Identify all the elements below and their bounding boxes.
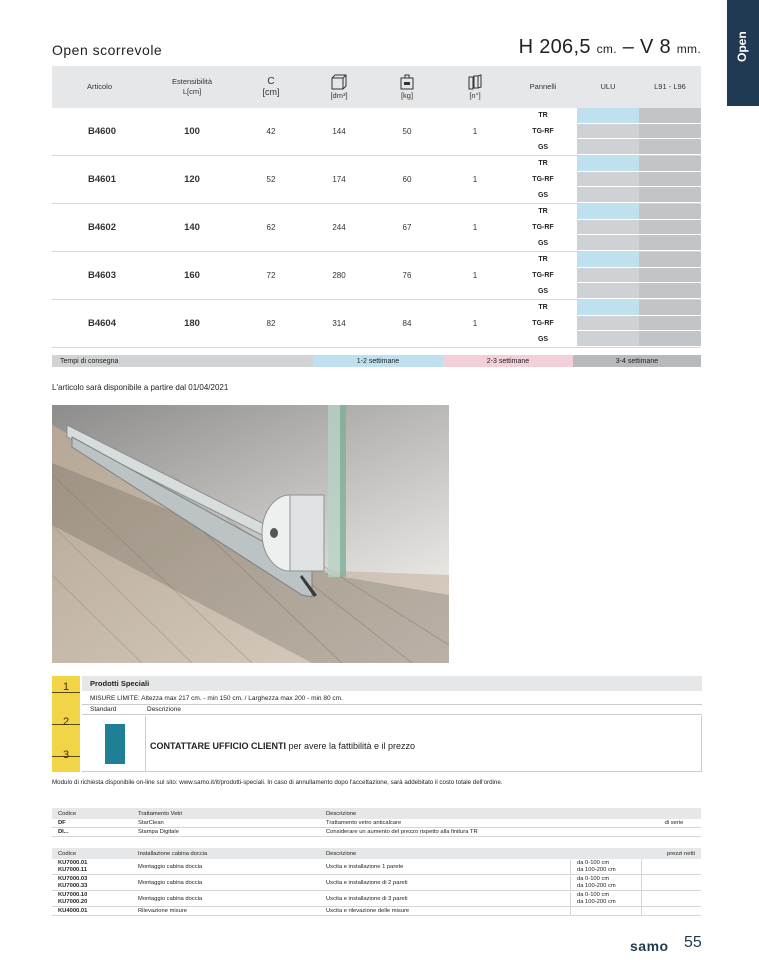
- col-estensibilita-unit: L[cm]: [182, 87, 202, 96]
- delivery-legend: [52, 355, 701, 367]
- col-weight: [373, 74, 441, 101]
- ruler-number: 1: [63, 681, 70, 693]
- codes: [52, 876, 132, 890]
- ruler-number: 2: [63, 716, 70, 728]
- ulu-cells: [577, 252, 639, 299]
- delivery-3-4-weeks: 3-4 settimane: [573, 355, 701, 367]
- color-swatch: [105, 724, 125, 764]
- col-l91-l96: L91 - L96: [654, 82, 686, 91]
- weight-value: 50: [402, 127, 412, 136]
- panel-list: [509, 204, 577, 251]
- thickness-unit: mm.: [676, 42, 701, 56]
- install-name: Montaggio cabina doccia: [138, 895, 203, 902]
- height-value: H 206,5: [518, 36, 591, 58]
- height-unit: cm.: [596, 42, 617, 56]
- code: KU4000.01: [58, 908, 88, 914]
- table-row: [52, 204, 701, 252]
- price-cell: [639, 300, 701, 316]
- col-ulu: ULU: [600, 82, 616, 91]
- special-columns: [82, 704, 702, 715]
- ulu-cells: [577, 300, 639, 347]
- treatment-name: Stampa Digitale: [138, 829, 179, 835]
- col-c: [237, 77, 305, 97]
- range: da 0-100 cm: [577, 875, 610, 882]
- col-estensibilita: [147, 77, 237, 97]
- price-cell: [577, 331, 639, 347]
- col-packages-unit: [n°]: [469, 90, 481, 100]
- panel-list: [509, 156, 577, 203]
- col-standard: Standard: [90, 706, 117, 713]
- c-value: 72: [266, 271, 276, 280]
- page-number: 55: [684, 934, 702, 951]
- panel-tr: TR: [509, 156, 577, 172]
- extensibility: 140: [184, 222, 200, 233]
- volume-value: 314: [332, 319, 346, 328]
- panel-list: [509, 300, 577, 347]
- price-cell: [639, 139, 701, 155]
- panel-tg-rf: TG-RF: [509, 124, 577, 140]
- panel-tg-rf: TG-RF: [509, 316, 577, 332]
- l91-cells: [639, 156, 701, 203]
- install-name: Rilevazione misure: [138, 908, 187, 914]
- price-cell: [641, 891, 701, 907]
- price-cell: [639, 235, 701, 251]
- table-row: [52, 156, 701, 204]
- description: Considerare un aumento del prezzo rispetto alla finitura TR: [326, 829, 478, 835]
- table-row: [52, 819, 701, 828]
- weight-value: 60: [402, 175, 412, 184]
- panel-gs: GS: [537, 239, 549, 247]
- col-descrizione: Descrizione: [147, 706, 181, 713]
- price-cell: [639, 172, 701, 188]
- panel-tr: TR: [509, 300, 577, 316]
- table-row: [52, 300, 701, 348]
- extensibility: 160: [184, 270, 200, 281]
- price-cell: [577, 283, 639, 299]
- price-cell: [577, 204, 639, 220]
- divider: [145, 716, 146, 772]
- col-installazione: Installazione cabina doccia: [138, 850, 208, 857]
- price-cell: [577, 187, 639, 203]
- table-row: [52, 907, 701, 916]
- extensibility: 180: [184, 318, 200, 329]
- thickness-value: – V 8: [616, 36, 671, 58]
- code: DF: [58, 820, 66, 826]
- price-cell: [641, 907, 701, 916]
- price-cell: [639, 316, 701, 332]
- range: da 100-200 cm: [577, 882, 616, 889]
- description: Uscita e installazione di 2 pareti: [326, 879, 408, 886]
- code: DI...: [58, 829, 69, 835]
- treatment-name: StarClean: [138, 820, 164, 826]
- table-row: [52, 859, 701, 875]
- table-row: [52, 828, 701, 837]
- price-cell: [577, 252, 639, 268]
- packages-value: 1: [472, 319, 478, 328]
- price-cell: [577, 235, 639, 251]
- panel-tr: TR: [509, 108, 577, 124]
- install-name: Montaggio cabina doccia: [138, 863, 203, 870]
- panel-gs: GS: [537, 335, 549, 343]
- ruler-decoration: [52, 676, 80, 772]
- price-cell: [577, 220, 639, 236]
- request-form-note: Modulo di richiesta disponibile on-line sul sito: www.samo.it/it/prodotti-speciali. In caso di annullamento dopo l'accettazione, sarà addebitato il costo totale dell'ordine.: [52, 779, 503, 786]
- col-prezzi: prezzi netti: [666, 850, 695, 857]
- price-cell: [639, 187, 701, 203]
- col-codice: Codice: [58, 850, 77, 857]
- ranges: [570, 860, 641, 874]
- panel-tg-rf: TG-RF: [509, 172, 577, 188]
- contact-bold: CONTATTARE UFFICIO CLIENTI: [150, 741, 286, 751]
- brand-logo: samo: [630, 938, 669, 954]
- col-descrizione: Descrizione: [326, 850, 357, 857]
- article-code: B4604: [88, 318, 116, 329]
- code: KU7000.10: [58, 891, 88, 898]
- price-cell: [639, 252, 701, 268]
- ruler-number: 3: [63, 749, 70, 761]
- range: da 0-100 cm: [577, 859, 610, 866]
- ulu-cells: [577, 156, 639, 203]
- price-cell: [639, 331, 701, 347]
- panel-tr: TR: [509, 252, 577, 268]
- description: Uscita e installazione 1 parete: [326, 863, 404, 870]
- col-pannelli: Pannelli: [529, 82, 557, 91]
- col-articolo: Articolo: [86, 82, 112, 91]
- c-value: 52: [266, 175, 276, 184]
- price-cell: [639, 124, 701, 140]
- panel-gs: GS: [537, 191, 549, 199]
- price-cell: [577, 268, 639, 284]
- code: KU7000.01: [58, 859, 88, 866]
- price-cell: [577, 300, 639, 316]
- col-trattamento: Trattamento Vetri: [138, 810, 183, 817]
- price-cell: [641, 875, 701, 891]
- price-cell: [577, 316, 639, 332]
- price-cell: [639, 268, 701, 284]
- l91-cells: [639, 108, 701, 155]
- section-tab-label: Open: [735, 31, 749, 62]
- delivery-2-3-weeks: 2-3 settimane: [443, 355, 573, 367]
- volume-value: 244: [332, 223, 346, 232]
- size-limits: MISURE LIMITE: Altezza max 217 cm. - min 150 cm. / Larghezza max 200 - min 80 cm.: [90, 694, 343, 702]
- weight-value: 76: [402, 271, 412, 280]
- table-header: [52, 848, 701, 859]
- contact-note: [150, 741, 415, 751]
- price-cell: [641, 859, 701, 875]
- col-c-label: C: [267, 76, 275, 87]
- table-row: [52, 891, 701, 907]
- ranges: [570, 876, 641, 890]
- panel-list: [509, 108, 577, 155]
- price-cell: [639, 204, 701, 220]
- codes: [52, 860, 132, 874]
- price-cell: [639, 156, 701, 172]
- col-descrizione: Descrizione: [326, 810, 357, 817]
- availability-note: L'articolo sarà disponibile a partire dal 01/04/2021: [52, 383, 229, 392]
- box-volume-icon: [331, 74, 347, 90]
- extensibility: 120: [184, 174, 200, 185]
- code: KU7000.33: [58, 882, 88, 889]
- table-header: [52, 808, 701, 819]
- treatments-table: [52, 808, 701, 837]
- product-photo: [52, 405, 449, 663]
- delivery-1-2-weeks: 1-2 settimane: [313, 355, 443, 367]
- table-row: [52, 252, 701, 300]
- panel-tg-rf: TG-RF: [509, 268, 577, 284]
- price-cell: [577, 124, 639, 140]
- article-code: B4603: [88, 270, 116, 281]
- col-c-unit: [cm]: [262, 87, 280, 97]
- packages-icon: [467, 74, 483, 90]
- price-cell: [577, 172, 639, 188]
- weight-value: 67: [402, 223, 412, 232]
- range: da 100-200 cm: [577, 866, 616, 873]
- special-body: [82, 716, 702, 772]
- contact-rest: per avere la fattibilità e il prezzo: [285, 741, 416, 751]
- delivery-label: Tempi di consegna: [52, 355, 313, 367]
- volume-value: 280: [332, 271, 346, 280]
- c-value: 42: [266, 127, 276, 136]
- article-code: B4600: [88, 126, 116, 137]
- packages-value: 1: [472, 175, 478, 184]
- col-codice: Codice: [58, 810, 77, 817]
- c-value: 62: [266, 223, 276, 232]
- product-dimensions: [519, 36, 701, 59]
- install-name: Montaggio cabina doccia: [138, 879, 203, 886]
- l91-cells: [639, 300, 701, 347]
- price-cell: [577, 139, 639, 155]
- panel-gs: GS: [537, 287, 549, 295]
- codes: [52, 892, 132, 906]
- special-products-title: Prodotti Speciali: [82, 676, 702, 691]
- price-cell: [639, 220, 701, 236]
- panel-list: [509, 252, 577, 299]
- product-table: [52, 66, 701, 348]
- article-code: B4602: [88, 222, 116, 233]
- packages-value: 1: [472, 127, 478, 136]
- page-title: Open scorrevole: [52, 42, 163, 58]
- installation-table: [52, 848, 701, 916]
- range: da 100-200 cm: [577, 898, 616, 905]
- range-cell: [570, 907, 641, 916]
- description: Uscita e installazione di 3 pareti: [326, 895, 408, 902]
- c-value: 82: [266, 319, 276, 328]
- code: KU7000.20: [58, 898, 88, 905]
- description: Trattamento vetro anticalcare: [326, 820, 402, 826]
- price: di serie: [664, 820, 684, 826]
- price-cell: [577, 156, 639, 172]
- table-row: [52, 875, 701, 891]
- volume-value: 174: [332, 175, 346, 184]
- volume-value: 144: [332, 127, 346, 136]
- code: KU7000.11: [58, 866, 88, 873]
- col-packages: [441, 74, 509, 101]
- table-row: [52, 108, 701, 156]
- l91-cells: [639, 252, 701, 299]
- panel-tr: TR: [509, 204, 577, 220]
- range: da 0-100 cm: [577, 891, 610, 898]
- panel-gs: GS: [537, 143, 549, 151]
- price-cell: [639, 108, 701, 124]
- packages-value: 1: [472, 271, 478, 280]
- price-cell: [639, 283, 701, 299]
- l91-cells: [639, 204, 701, 251]
- ulu-cells: [577, 204, 639, 251]
- col-estensibilita-label: Estensibilità: [171, 77, 213, 86]
- weight-value: 84: [402, 319, 412, 328]
- ulu-cells: [577, 108, 639, 155]
- description: Uscita e rilevazione delle misure: [326, 908, 410, 914]
- ranges: [570, 892, 641, 906]
- col-volume: [305, 74, 373, 101]
- col-weight-unit: [kg]: [400, 90, 414, 100]
- price-cell: [577, 108, 639, 124]
- table-header: [52, 66, 701, 108]
- section-tab: [727, 0, 759, 106]
- article-code: B4601: [88, 174, 116, 185]
- extensibility: 100: [184, 126, 200, 137]
- weight-icon: [399, 74, 415, 90]
- col-volume-unit: [dm³]: [330, 90, 348, 100]
- panel-tg-rf: TG-RF: [509, 220, 577, 236]
- packages-value: 1: [472, 223, 478, 232]
- code: KU7000.03: [58, 875, 88, 882]
